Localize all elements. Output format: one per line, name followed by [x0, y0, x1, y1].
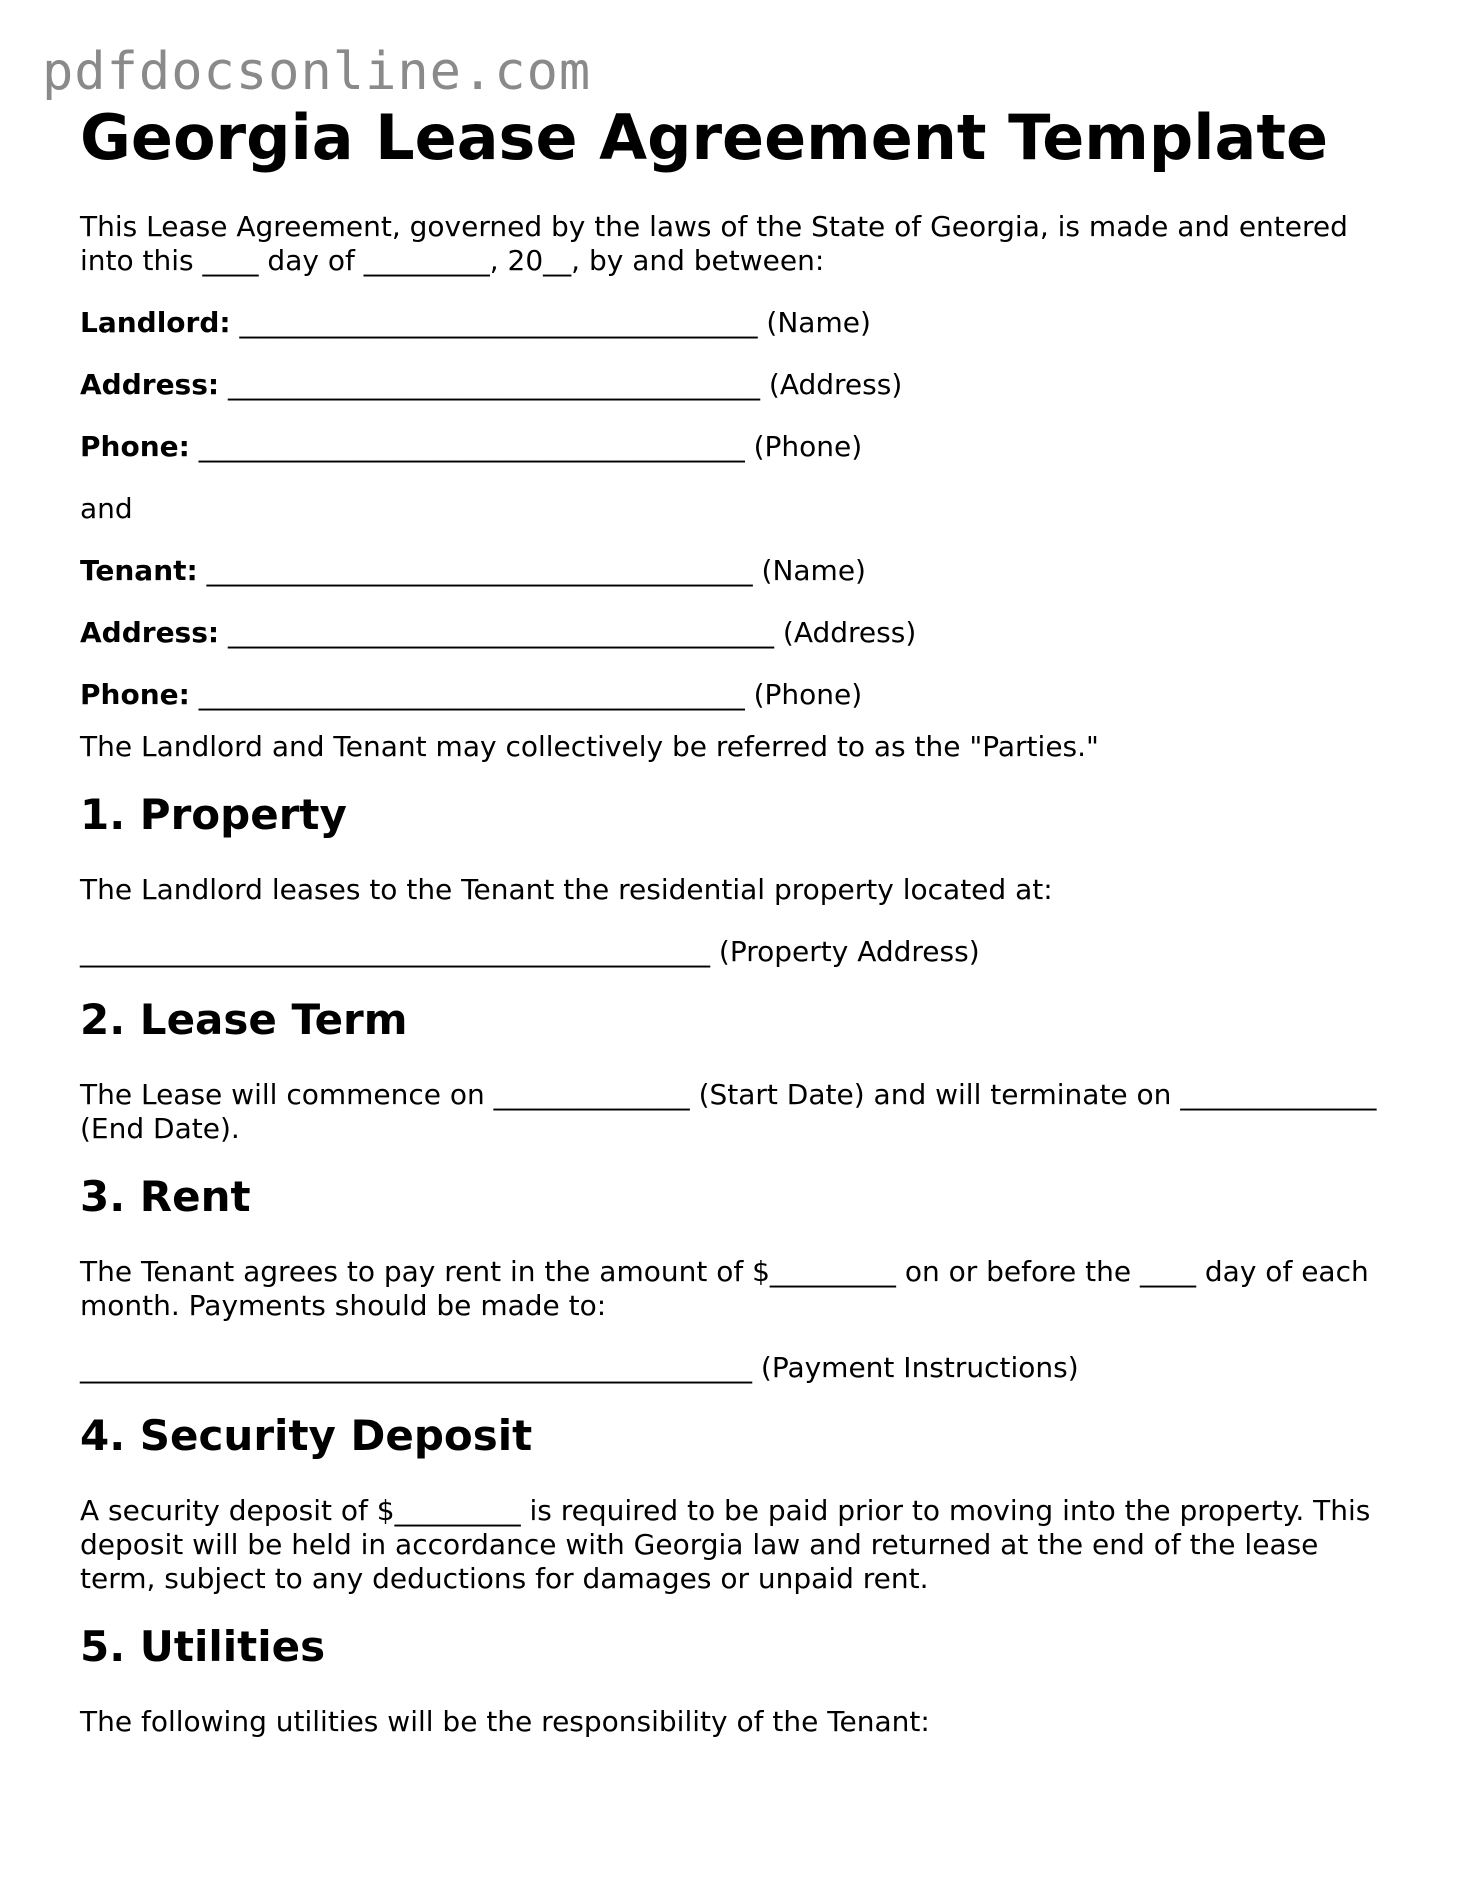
parties-note: The Landlord and Tenant may collectively be referred to as the "Parties."	[80, 730, 1099, 763]
section-heading-property: 1. Property	[80, 790, 347, 839]
landlord-phone-hint: (Phone)	[753, 430, 863, 463]
tenant-phone-blank[interactable]: _______________________________________	[189, 678, 754, 711]
section-heading-rent: 3. Rent	[80, 1172, 251, 1221]
landlord-name-label: Landlord:	[80, 306, 231, 339]
tenant-phone-hint: (Phone)	[753, 678, 863, 711]
landlord-address-blank[interactable]: ______________________________________	[219, 368, 769, 401]
landlord-name-blank[interactable]: _____________________________________	[230, 306, 767, 339]
tenant-name-blank[interactable]: _______________________________________	[197, 554, 762, 587]
tenant-phone-label: Phone:	[80, 678, 190, 711]
landlord-address-line	[80, 368, 1400, 402]
watermark: pdfdocsonline.com	[42, 42, 592, 102]
landlord-phone-label: Phone:	[80, 430, 190, 463]
tenant-address-hint: (Address)	[782, 616, 917, 649]
tenant-name-hint: (Name)	[761, 554, 866, 587]
tenant-phone-line	[80, 678, 1400, 712]
landlord-phone-line	[80, 430, 1400, 464]
intro-paragraph: This Lease Agreement, governed by the laws of the State of Georgia, is made and entered into this ____ day of _________, 20__, by and between:	[80, 210, 1348, 277]
tenant-name-line	[80, 554, 1400, 588]
tenant-address-label: Address:	[80, 616, 220, 649]
security-deposit-text: A security deposit of $_________ is required to be paid prior to moving into the property. This deposit will be held in accordance with Georgia law and returned at the end of the lease term, subject to any deductions for damages or unpaid rent.	[80, 1494, 1371, 1595]
tenant-address-line	[80, 616, 1400, 650]
tenant-name-label: Tenant:	[80, 554, 198, 587]
section-heading-security-deposit: 4. Security Deposit	[80, 1411, 533, 1460]
landlord-name-line	[80, 306, 1400, 340]
conjunction-text: and	[80, 492, 133, 525]
utilities-text: The following utilities will be the responsibility of the Tenant:	[80, 1705, 930, 1738]
document-body	[80, 210, 1400, 1739]
landlord-phone-blank[interactable]: _______________________________________	[189, 430, 754, 463]
landlord-address-label: Address:	[80, 368, 220, 401]
section-heading-lease-term: 2. Lease Term	[80, 995, 408, 1044]
landlord-address-hint: (Address)	[768, 368, 903, 401]
rent-text: The Tenant agrees to pay rent in the amount of $_________ on or before the ____ day of each month. Payments should be made to:	[80, 1255, 1369, 1322]
page-title: Georgia Lease Agreement Template	[80, 101, 1329, 174]
property-address-line[interactable]: _____________________________________________ (Property Address)	[80, 935, 980, 968]
tenant-address-blank[interactable]: _______________________________________	[219, 616, 783, 649]
property-text: The Landlord leases to the Tenant the residential property located at:	[80, 873, 1053, 906]
section-heading-utilities: 5. Utilities	[80, 1622, 326, 1671]
lease-term-text: The Lease will commence on ______________ (Start Date) and will terminate on ______________ (End Date).	[80, 1078, 1377, 1145]
landlord-name-hint: (Name)	[766, 306, 871, 339]
payment-instructions-line[interactable]: ________________________________________________ (Payment Instructions)	[80, 1351, 1079, 1384]
